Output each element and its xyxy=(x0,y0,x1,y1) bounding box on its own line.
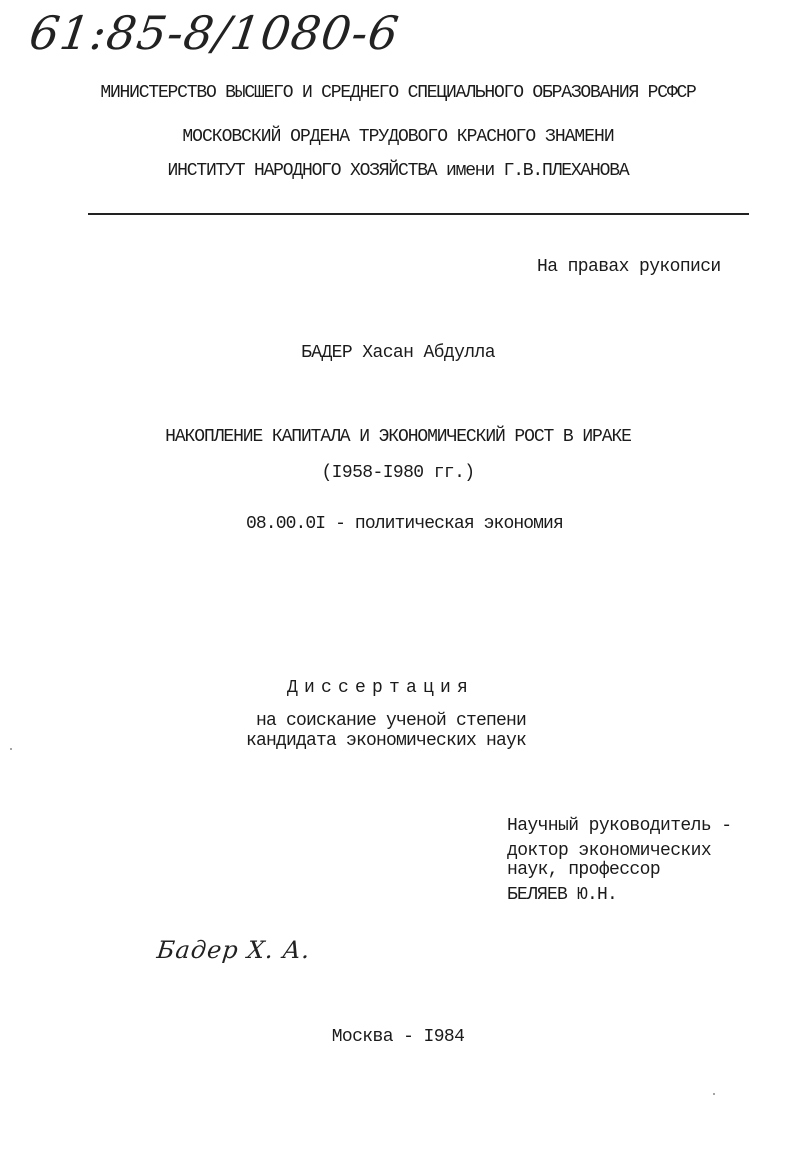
scan-speck xyxy=(713,1093,715,1095)
handwritten-signature: Бадер Х. А. xyxy=(155,936,312,964)
ministry-heading: МИНИСТЕРСТВО ВЫСШЕГО И СРЕДНЕГО СПЕЦИАЛЬНОГО ОБРАЗОВАНИЯ РСФСР xyxy=(100,83,696,103)
city-year-footer: Москва - I984 xyxy=(331,1027,465,1047)
degree-line2: кандидата экономических наук xyxy=(246,731,527,751)
dissertation-heading: Диссертация xyxy=(287,678,475,698)
supervisor-name: БЕЛЯЕВ Ю.Н. xyxy=(507,885,618,905)
archive-handwritten-mark: 61:85-8/1080-6 xyxy=(26,6,403,60)
institute-heading-line2: ИНСТИТУТ НАРОДНОГО ХОЗЯЙСТВА имени Г.В.ПЛЕХАНОВА xyxy=(167,161,629,181)
scan-speck xyxy=(10,748,12,750)
supervisor-degree: доктор экономических xyxy=(507,841,712,861)
dissertation-title-line1: НАКОПЛЕНИЕ КАПИТАЛА И ЭКОНОМИЧЕСКИЙ РОСТ В ИРАКЕ xyxy=(165,427,631,447)
institute-heading-line1: МОСКОВСКИЙ ОРДЕНА ТРУДОВОГО КРАСНОГО ЗНАМЕНИ xyxy=(182,127,614,147)
author-name: БАДЕР Хасан Абдулла xyxy=(301,343,495,363)
manuscript-note: На правах рукописи xyxy=(537,257,721,277)
dissertation-title-years: (I958-I980 гг.) xyxy=(321,463,475,483)
supervisor-title: наук, профессор xyxy=(507,860,661,880)
supervisor-role: Научный руководитель - xyxy=(507,816,732,836)
specialty-code: 08.00.0I - политическая экономия xyxy=(246,514,563,534)
header-divider xyxy=(88,213,749,215)
degree-line1: на соискание ученой степени xyxy=(256,711,527,731)
